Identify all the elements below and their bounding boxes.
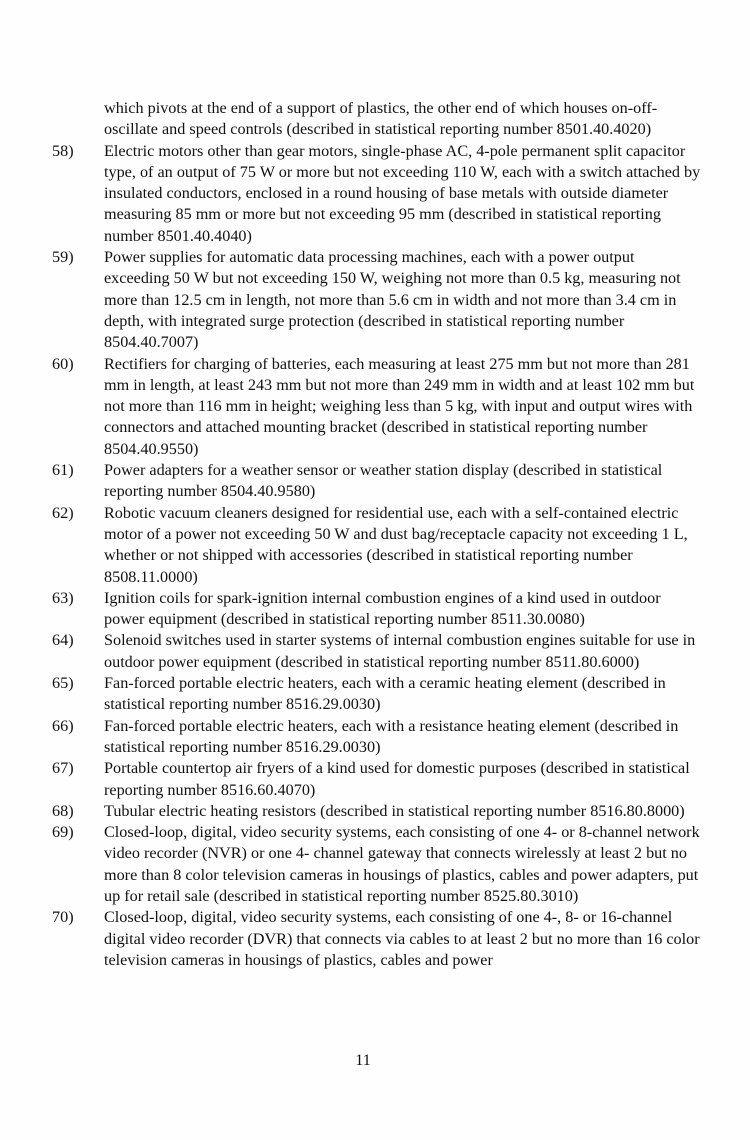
item-number: 63) [52, 588, 74, 607]
item-number: 62) [52, 503, 74, 522]
item-text: Fan-forced portable electric heaters, each with a ceramic heating element (described in statistical reporting number 8516.29.0030) [104, 674, 666, 714]
list-item [52, 630, 704, 673]
list-item [52, 907, 704, 971]
item-number: 64) [52, 631, 74, 650]
list-item [52, 141, 704, 247]
item-number: 60) [52, 354, 74, 373]
list-item [52, 716, 704, 759]
item-text: Power adapters for a weather sensor or weather station display (described in statistical reporting number 8504.40.9580) [104, 461, 663, 501]
list-item [52, 354, 704, 460]
list-item [52, 673, 704, 716]
item-number: 65) [52, 674, 74, 693]
list-item [52, 247, 704, 353]
item-number: 58) [52, 141, 74, 160]
page-number: 11 [355, 1051, 371, 1069]
list-item [52, 503, 704, 588]
item-text: Electric motors other than gear motors, single-phase AC, 4-pole permanent split capacitor type, of an output of 75 W or more but not exceeding 110 W, each with a switch attached by insulated conductors, enclosed in a round housing of base metals with outside diameter measuring 85 mm or more but not exceeding 95 mm (described in statistical reporting number 8501.40.4040) [104, 141, 701, 245]
item-number: 61) [52, 461, 74, 480]
list-item [52, 758, 704, 801]
item-text: Fan-forced portable electric heaters, each with a resistance heating element (described in statistical reporting number 8516.29.0030) [104, 716, 679, 756]
item-text: Robotic vacuum cleaners designed for residential use, each with a self-contained electric motor of a power not exceeding 50 W and dust bag/receptacle capacity not exceeding 1 L, whether or not shipped with accessories (described in statistical reporting number 8508.11.0000) [104, 503, 688, 586]
list-item [52, 588, 704, 631]
item-number: 69) [52, 823, 74, 842]
item-text: Ignition coils for spark-ignition internal combustion engines of a kind used in outdoor power equipment (described in statistical reporting number 8511.30.0080) [104, 588, 661, 629]
item-number: 66) [52, 716, 74, 735]
item-number: 68) [52, 801, 74, 820]
item-text: Tubular electric heating resistors (described in statistical reporting number 8516.80.8000) [104, 801, 685, 820]
item-number: 59) [52, 248, 74, 267]
item-text: Closed-loop, digital, video security systems, each consisting of one 4- or 8-channel network video recorder (NVR) or one 4- channel gateway that connects wirelessly at least 2 but no more than 8 color television cameras in housings of plastics, cables and power adapters, put up for retail sale (described in statistical reporting number 8525.80.3010) [104, 823, 700, 905]
document-body [52, 98, 704, 971]
continuation-paragraph: which pivots at the end of a support of plastics, the other end of which houses on-off-oscillate and speed controls (described in statistical reporting number 8501.40.4020) [104, 99, 658, 139]
item-text: Closed-loop, digital, video security systems, each consisting of one 4-, 8- or 16-channel digital video recorder (DVR) that connects via cables to at least 2 but no more than 16 color television cameras in housings of plastics, cables and power [104, 908, 700, 969]
item-number: 67) [52, 759, 74, 778]
list-item [52, 822, 704, 907]
list-item [52, 460, 704, 503]
item-text: Portable countertop air fryers of a kind used for domestic purposes (described in statistical reporting number 8516.60.4070) [104, 759, 690, 799]
item-text: Power supplies for automatic data processing machines, each with a power output exceeding 50 W but not exceeding 150 W, weighing not more than 0.5 kg, measuring not more than 12.5 cm in length, not more than 5.6 cm in width and not more than 3.4 cm in depth, with integrated surge protection (described in statistical reporting number 8504.40.7007) [104, 248, 681, 352]
item-number: 70) [52, 908, 74, 927]
list-item [52, 801, 704, 822]
item-text: Solenoid switches used in starter systems of internal combustion engines suitable for use in outdoor power equipment (described in statistical reporting number 8511.80.6000) [104, 631, 696, 671]
item-text: Rectifiers for charging of batteries, each measuring at least 275 mm but not more than 281 mm in length, at least 243 mm but not more than 249 mm in width and at least 102 mm but not more than 116 mm in height; weighing less than 5 kg, with input and output wires with connectors and attached mounting bracket (described in statistical reporting number 8504.40.9550) [104, 354, 695, 458]
